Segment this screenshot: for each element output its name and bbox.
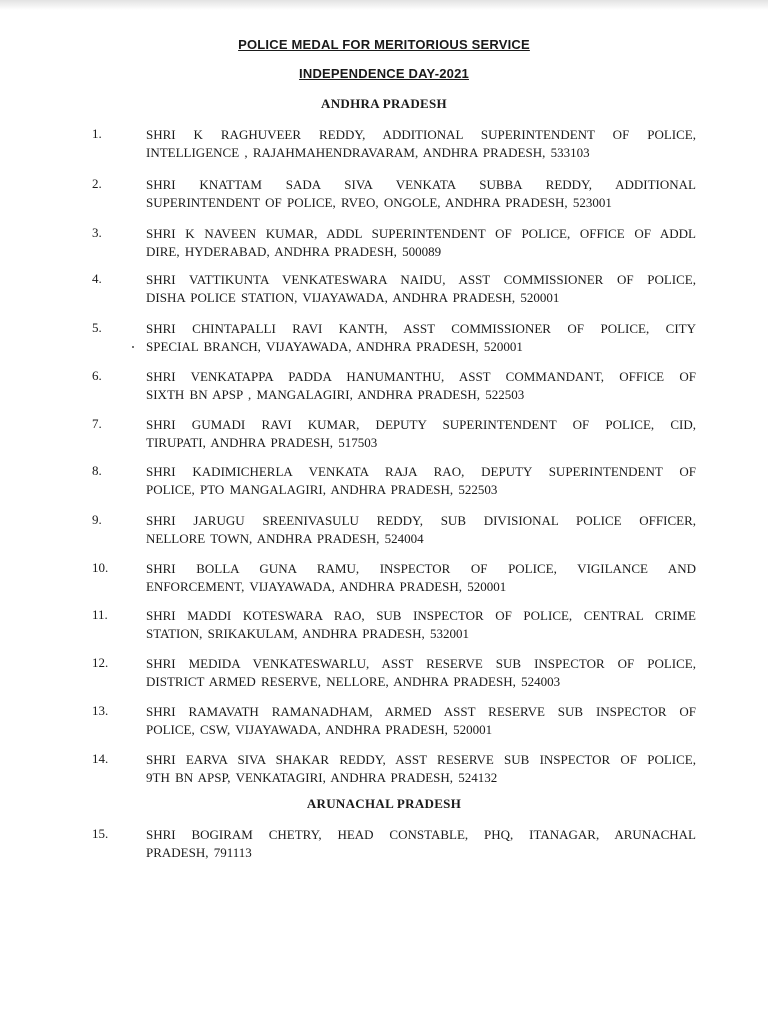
list-item — [92, 271, 696, 311]
item-line-2: ENFORCEMENT, VIJAYAWADA, ANDHRA PRADESH, 520001 — [146, 579, 507, 594]
item-line-2: NELLORE TOWN, ANDHRA PRADESH, 524004 — [146, 531, 424, 546]
list-item — [92, 463, 696, 503]
state-heading-andhra-pradesh: ANDHRA PRADESH — [321, 96, 447, 111]
list-item — [92, 225, 696, 265]
item-line-2: PRADESH, 791113 — [146, 845, 252, 860]
list-item — [92, 176, 696, 216]
item-line-2: TIRUPATI, ANDHRA PRADESH, 517503 — [146, 435, 378, 450]
list-item — [92, 826, 696, 866]
item-line-1: SHRI KADIMICHERLA VENKATA RAJA RAO, DEPUTY SUPERINTENDENT OF — [146, 464, 696, 479]
item-line-1: SHRI RAMAVATH RAMANADHAM, ARMED ASST RESERVE SUB INSPECTOR OF — [146, 704, 696, 719]
item-number: 7. — [92, 416, 102, 431]
item-number: 3. — [92, 225, 102, 240]
item-line-1: SHRI K NAVEEN KUMAR, ADDL SUPERINTENDENT OF POLICE, OFFICE OF ADDL — [146, 226, 696, 241]
item-line-1: SHRI BOLLA GUNA RAMU, INSPECTOR OF POLICE, VIGILANCE AND — [146, 561, 696, 576]
item-line-1: SHRI K RAGHUVEER REDDY, ADDITIONAL SUPERINTENDENT OF POLICE, — [146, 127, 696, 142]
item-line-2: INTELLIGENCE , RAJAHMAHENDRAVARAM, ANDHRA PRADESH, 533103 — [146, 145, 590, 160]
document-subtitle: INDEPENDENCE DAY-2021 — [299, 66, 469, 81]
scan-edge-shadow — [0, 0, 768, 10]
item-line-1: SHRI BOGIRAM CHETRY, HEAD CONSTABLE, PHQ, ITANAGAR, ARUNACHAL — [146, 827, 696, 842]
item-line-2: DIRE, HYDERABAD, ANDHRA PRADESH, 500089 — [146, 244, 442, 259]
item-number: 1. — [92, 126, 102, 141]
item-number: 6. — [92, 368, 102, 383]
item-line-2: SIXTH BN APSP , MANGALAGIRI, ANDHRA PRADESH, 522503 — [146, 387, 525, 402]
item-number: 12. — [92, 655, 109, 670]
item-line-2: POLICE, PTO MANGALAGIRI, ANDHRA PRADESH, 522503 — [146, 482, 498, 497]
item-line-2: 9TH BN APSP, VENKATAGIRI, ANDHRA PRADESH, 524132 — [146, 770, 498, 785]
list-item — [92, 320, 696, 360]
item-number: 2. — [92, 176, 102, 191]
item-line-2: SPECIAL BRANCH, VIJAYAWADA, ANDHRA PRADESH, 520001 — [146, 339, 523, 354]
item-number: 14. — [92, 751, 109, 766]
list-item — [92, 703, 696, 743]
list-item — [92, 655, 696, 695]
scan-speck — [132, 346, 134, 348]
item-line-1: SHRI GUMADI RAVI KUMAR, DEPUTY SUPERINTENDENT OF POLICE, CID, — [146, 417, 696, 432]
item-line-1: SHRI MEDIDA VENKATESWARLU, ASST RESERVE SUB INSPECTOR OF POLICE, — [146, 656, 696, 671]
item-number: 8. — [92, 463, 102, 478]
list-item — [92, 126, 696, 166]
item-number: 15. — [92, 826, 109, 841]
item-number: 10. — [92, 560, 109, 575]
state-heading-arunachal-pradesh: ARUNACHAL PRADESH — [306, 796, 462, 811]
item-number: 13. — [92, 703, 109, 718]
list-item — [92, 416, 696, 456]
item-line-2: POLICE, CSW, VIJAYAWADA, ANDHRA PRADESH, 520001 — [146, 722, 493, 737]
item-line-2: DISHA POLICE STATION, VIJAYAWADA, ANDHRA PRADESH, 520001 — [146, 290, 560, 305]
item-number: 5. — [92, 320, 102, 335]
item-line-2: DISTRICT ARMED RESERVE, NELLORE, ANDHRA PRADESH, 524003 — [146, 674, 561, 689]
item-line-1: SHRI EARVA SIVA SHAKAR REDDY, ASST RESERVE SUB INSPECTOR OF POLICE, — [146, 752, 696, 767]
item-number: 11. — [92, 607, 108, 622]
item-line-1: SHRI JARUGU SREENIVASULU REDDY, SUB DIVISIONAL POLICE OFFICER, — [146, 513, 696, 528]
list-item — [92, 607, 696, 647]
item-line-1: SHRI CHINTAPALLI RAVI KANTH, ASST COMMISSIONER OF POLICE, CITY — [146, 321, 696, 336]
list-item — [92, 512, 696, 552]
item-number: 9. — [92, 512, 102, 527]
item-line-1: SHRI KNATTAM SADA SIVA VENKATA SUBBA REDDY, ADDITIONAL — [146, 177, 696, 192]
list-item — [92, 560, 696, 600]
item-line-2: STATION, SRIKAKULAM, ANDHRA PRADESH, 532001 — [146, 626, 469, 641]
list-item — [92, 751, 696, 791]
item-number: 4. — [92, 271, 102, 286]
item-line-1: SHRI VATTIKUNTA VENKATESWARA NAIDU, ASST COMMISSIONER OF POLICE, — [146, 272, 696, 287]
item-line-2: SUPERINTENDENT OF POLICE, RVEO, ONGOLE, ANDHRA PRADESH, 523001 — [146, 195, 612, 210]
item-line-1: SHRI MADDI KOTESWARA RAO, SUB INSPECTOR OF POLICE, CENTRAL CRIME — [146, 608, 696, 623]
item-line-1: SHRI VENKATAPPA PADDA HANUMANTHU, ASST COMMANDANT, OFFICE OF — [146, 369, 696, 384]
list-item — [92, 368, 696, 408]
document-title: POLICE MEDAL FOR MERITORIOUS SERVICE — [238, 37, 530, 52]
